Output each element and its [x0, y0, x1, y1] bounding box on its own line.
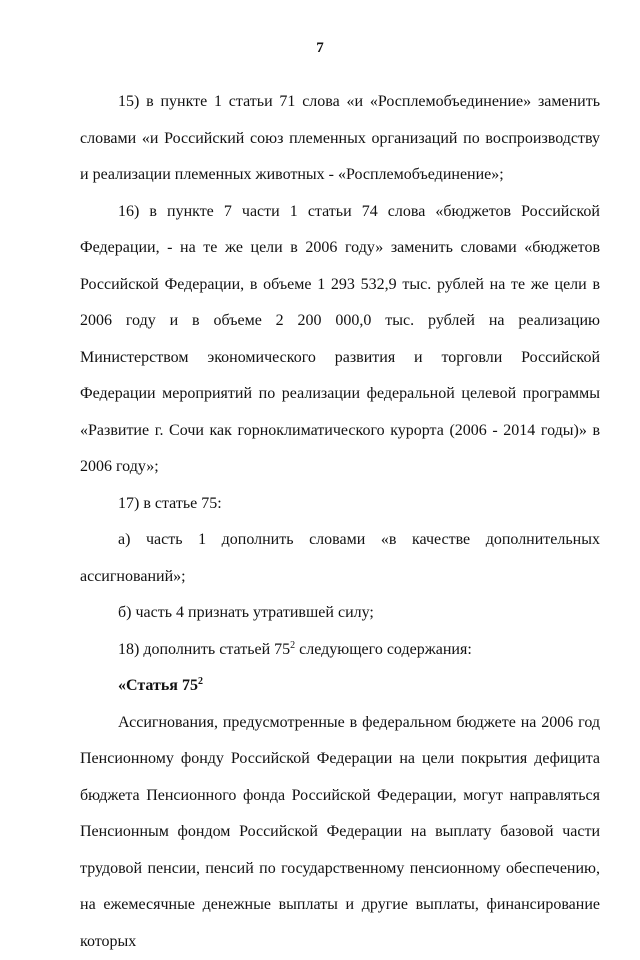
item-18-superscript: 2 [290, 640, 295, 651]
item-18-text: 18) дополнить статьей 75 [118, 641, 290, 658]
item-18-tail: следующего содержания: [295, 641, 472, 658]
item-16: 16) в пункте 7 части 1 статьи 74 слова «бюджетов Российской Федерации, - на те же цели в 2006 году» заменить словами «бюджетов Российской Федерации, в объеме 1 293 532,9 тыс. рублей на те же цели в 2006 году и в объеме 2 200 000,0 тыс. рублей на реализацию Министерством экономического развития и торговли Российской Федерации мероприятий по реализации федеральной целевой программы «Развитие г. Сочи как горноклиматического курорта (2006 - 2014 годы)» в 2006 году»; [80, 194, 600, 486]
item-15: 15) в пункте 1 статьи 71 слова «и «Росплемобъединение» заменить словами «и Российский союз племенных организаций по воспроизводству и реализации племенных животных - «Росплемобъединение»; [80, 84, 600, 194]
article-heading [80, 668, 600, 705]
item-18 [80, 632, 600, 669]
page-number: 7 [0, 40, 640, 57]
item-17a: а) часть 1 дополнить словами «в качестве дополнительных ассигнований»; [80, 522, 600, 595]
item-17: 17) в статье 75: [80, 486, 600, 523]
article-heading-superscript: 2 [198, 676, 203, 687]
article-heading-text: «Статья 75 [118, 677, 198, 694]
item-17b: б) часть 4 признать утратившей силу; [80, 595, 600, 632]
article-body: Ассигнования, предусмотренные в федеральном бюджете на 2006 год Пенсионному фонду Российской Федерации на цели покрытия дефицита бюджета Пенсионного фонда Российской Федерации, могут направляться Пенсионным фондом Российской Федерации на выплату базовой части трудовой пенсии, пенсий по государственному пенсионному обеспечению, на ежемесячные денежные выплаты и другие выплаты, финансирование которых [80, 705, 600, 960]
document-body [80, 84, 600, 960]
